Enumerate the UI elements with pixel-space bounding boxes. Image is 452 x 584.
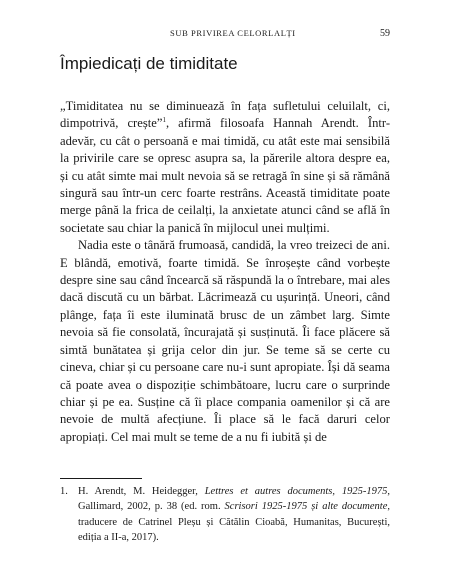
- footnote-text: [78, 484, 390, 546]
- footnote-divider: [60, 478, 142, 479]
- paragraph-1-text-b: , afirmă filosoafa Hannah Arendt. Într-adevăr, cu cât o persoană e mai timidă, cu atât este mai sensibilă la privirile care se opresc asupra sa, la părerile altora despre ea, și cu atât simte mai mult nevoia să se retragă în sine și să rămână singură sau într-un cerc foarte restrâns. Această timiditate poate merge până la frica de ceilalți, la anxietate atunci când se află în societate sau chiar la panică în mijlocul unei mulțimi.: [60, 116, 391, 235]
- paragraph-1: [60, 98, 390, 237]
- footnote-text-part-2: , Gallimard, 2002, p. 38 (ed. rom.: [78, 486, 390, 513]
- body-text: [60, 98, 390, 446]
- paragraph-2: Nadia este o tânără frumoasă, candidă, la vreo treizeci de ani. E blândă, emotivă, foarte timidă. Se înroșește când vorbește despre sine sau când încearcă să răspundă la o întrebare, mai ales dacă discută cu un bărbat. Lăcrimează cu ușurință. Uneori, când plânge, fața îi este iluminată brusc de un zâmbet larg. Simte nevoia să fie consolată, încurajată și susținută. Îi face plăcere să simtă bunătatea și grija celor din jur. Se teme să se certe cu cineva, chiar și cu persoane care nu-i sunt apropiate. Își dă seama că poate avea o dispoziție schimbătoare, lucru care o surprinde chiar și pe ea. Susține că îi place compania oamenilor și că are nevoie de multă afecțiune. Îi place să le facă daruri celor apropiați. Cel mai mult se teme de a nu fi iubită și de: [60, 238, 390, 444]
- footnote-text-part-3: , traducere de Catrinel Pleșu și Cătălin Cioabă, Humanitas, București, ediția a II-a, 2017).: [78, 501, 391, 544]
- section-title: Împiedicați de timiditate: [60, 54, 238, 73]
- running-title: SUB PRIVIREA CELORLALȚI: [170, 28, 296, 38]
- paragraph-1-text-a: „Timiditatea nu se diminuează în fața sufletului celuilalt, ci, dimpotrivă, crește”: [60, 99, 390, 131]
- running-header: [60, 28, 390, 39]
- footnote-reference: 1: [162, 116, 166, 125]
- footnote-title-1: Lettres et autres documents, 1925-1975: [204, 486, 388, 497]
- footnote-text-part-1: H. Arendt, M. Heidegger,: [78, 486, 205, 497]
- footnote-title-2: Scrisori 1925-1975 și alte documente: [224, 501, 388, 513]
- page-number: 59: [380, 28, 390, 39]
- footnote-number: 1.: [60, 486, 68, 497]
- footnote: [60, 484, 390, 546]
